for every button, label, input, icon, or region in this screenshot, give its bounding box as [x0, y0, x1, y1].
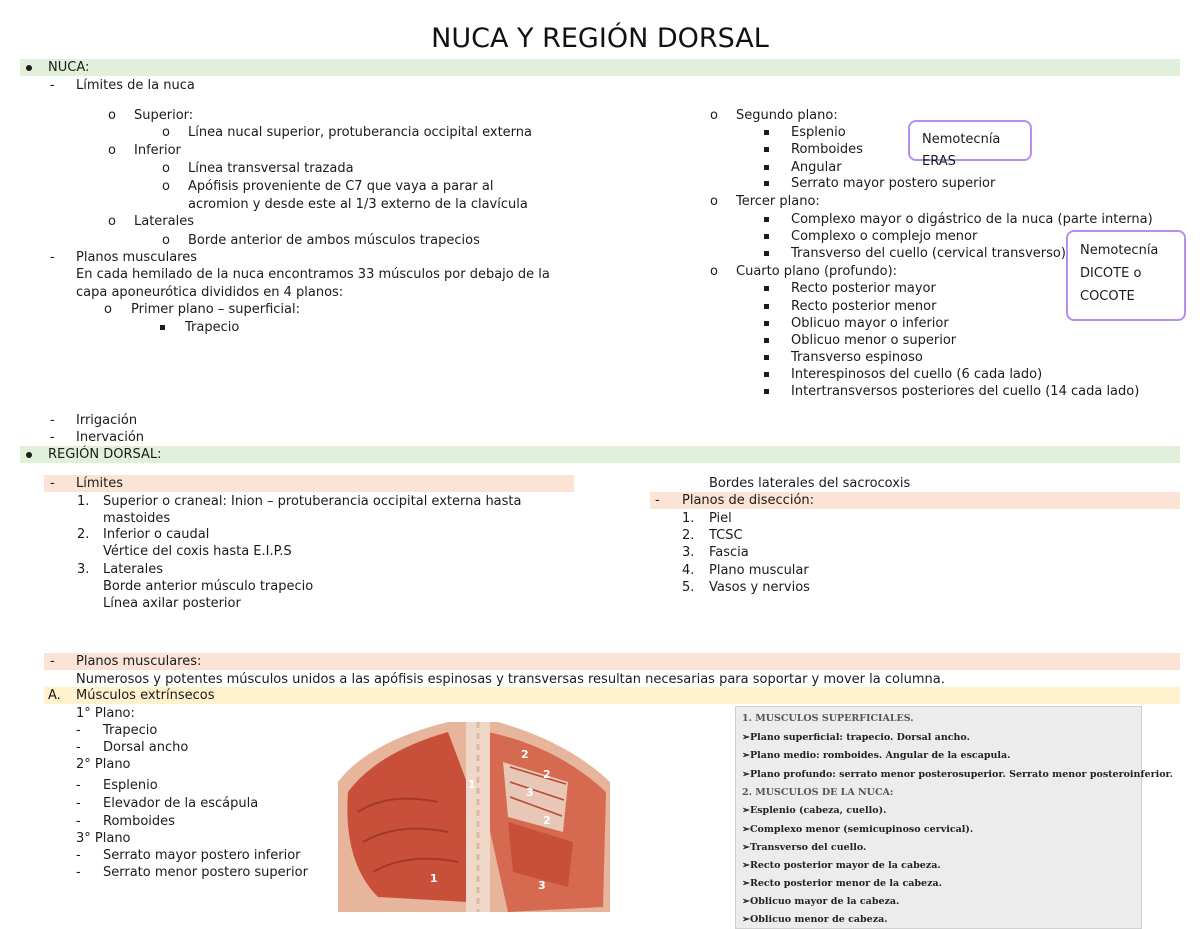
cuarto-item: Recto posterior mayor [791, 281, 936, 296]
dash-marker: - [50, 476, 55, 491]
mnemonic-eras-box [908, 120, 1032, 169]
illustration-label: 3 [538, 879, 546, 892]
dorsal-planos-band [44, 653, 1180, 670]
cuarto-item: Oblicuo menor o superior [791, 333, 957, 348]
circle-marker: o [104, 302, 112, 317]
tercer-item: Transverso del cuello (cervical transverso) [791, 246, 1066, 261]
inferior-item-2-line-1: Apófisis proveniente de C7 que vaya a parar al [188, 179, 494, 194]
illustration-label: 3 [526, 786, 534, 799]
number-marker: 3. [77, 562, 90, 577]
limit-3-line-2: Borde anterior músculo trapecio [103, 579, 314, 594]
limit-1-line-2: mastoides [103, 511, 171, 526]
plano-1-label: 1° Plano: [76, 706, 135, 721]
inervacion: Inervación [76, 430, 145, 445]
dorsal-planos-desc: Numerosos y potentes músculos unidos a las apófisis espinosas y transversas resultan necesarias para soportar y mover la columna. [76, 672, 945, 687]
limites-band [44, 475, 574, 492]
square-bullet [764, 245, 769, 262]
superior-item: Línea nucal superior, protuberancia occipital externa [188, 125, 532, 140]
dash-marker: - [655, 493, 660, 508]
diseccion-item: Plano muscular [709, 563, 809, 578]
laterales-item: Borde anterior de ambos músculos trapecios [188, 233, 480, 248]
plano-2-item: Esplenio [103, 778, 158, 793]
number-marker: 4. [682, 563, 695, 578]
extrinsecos-title: Músculos extrínsecos [76, 688, 215, 703]
dash-marker: - [76, 814, 81, 829]
square-bullet [764, 228, 769, 245]
dash-marker: - [76, 778, 81, 793]
limit-2-line-2: Vértice del coxis hasta E.I.P.S [103, 544, 292, 559]
segundo-item: Romboides [791, 142, 863, 157]
reference-line: ➢Plano superficial: trapecio. Dorsal ancho. [742, 732, 970, 743]
limites-title: Límites [76, 476, 123, 491]
primer-item: Trapecio [185, 320, 240, 335]
reference-line: ➢Esplenio (cabeza, cuello). [742, 805, 887, 816]
plano-1-item: Trapecio [103, 723, 158, 738]
mnemonic-dicote-box [1066, 230, 1186, 321]
dash-marker: - [50, 78, 55, 93]
diseccion-item: Piel [709, 511, 732, 526]
dash-marker: - [76, 723, 81, 738]
cuarto-item: Oblicuo mayor o inferior [791, 316, 949, 331]
plano-3-label: 3° Plano [76, 831, 131, 846]
reference-line: ➢Recto posterior menor de la cabeza. [742, 878, 942, 889]
circle-marker: o [108, 214, 116, 229]
square-bullet [764, 349, 769, 366]
square-bullet [764, 175, 769, 192]
mnemonic-eras-text: Nemotecnía ERAS [922, 132, 1001, 169]
diseccion-item: TCSC [709, 528, 743, 543]
reference-line: 2. MUSCULOS DE LA NUCA: [742, 787, 894, 798]
nuca-planos-title: Planos musculares [76, 250, 197, 265]
circle-marker: o [710, 108, 718, 123]
cuarto-item: Recto posterior menor [791, 299, 937, 314]
number-marker: 3. [682, 545, 695, 560]
plano-2-item: Elevador de la escápula [103, 796, 259, 811]
reference-line: ➢Oblicuo menor de cabeza. [742, 914, 888, 925]
nuca-heading: NUCA: [48, 60, 90, 75]
circle-marker: o [108, 143, 116, 158]
dorsal-heading-band [20, 446, 1180, 463]
illustration-label: 1 [430, 872, 438, 885]
reference-scan-image [735, 706, 1173, 929]
plano-2-item: Romboides [103, 814, 175, 829]
number-marker: 1. [77, 494, 90, 509]
nuca-limits-title: Límites de la nuca [76, 78, 195, 93]
tercer-plano: Tercer plano: [736, 194, 820, 209]
reference-line: ➢Plano profundo: serrato menor posterosuperior. Serrato menor posteroinferior. [742, 769, 1173, 780]
mnemonic-dicote-line: Nemotecnía [1080, 243, 1159, 258]
nuca-heading-band [20, 59, 1180, 76]
square-bullet [764, 315, 769, 332]
circle-marker: o [710, 194, 718, 209]
dash-marker: - [76, 740, 81, 755]
cuarto-plano: Cuarto plano (profundo): [736, 264, 898, 279]
dash-marker: - [76, 848, 81, 863]
circle-marker: o [710, 264, 718, 279]
extrinsecos-marker: A. [48, 688, 61, 703]
mnemonic-dicote-line: DICOTE o [1080, 266, 1142, 281]
plano-3-item: Serrato mayor postero inferior [103, 848, 301, 863]
superior-label: Superior: [134, 108, 194, 123]
circle-marker: o [162, 125, 170, 140]
square-bullet [160, 319, 165, 336]
dorsal-heading: REGIÓN DORSAL: [48, 447, 162, 462]
number-marker: 5. [682, 580, 695, 595]
nuca-planos-desc-line-2: capa aponeurótica divididos en 4 planos: [76, 285, 344, 300]
inferior-label: Inferior [134, 143, 181, 158]
limit-1-line-1: Superior o craneal: Inion – protuberancia occipital externa hasta [103, 494, 522, 509]
square-bullet [764, 366, 769, 383]
square-bullet [764, 383, 769, 400]
number-marker: 2. [682, 528, 695, 543]
inferior-item-1: Línea transversal trazada [188, 161, 354, 176]
dash-marker: - [76, 796, 81, 811]
inferior-item-2-line-2: acromion y desde este al 1/3 externo de la clavícula [188, 197, 528, 212]
dash-marker: - [76, 865, 81, 880]
dorsal-planos-title: Planos musculares: [76, 654, 202, 669]
cuarto-item: Interespinosos del cuello (6 cada lado) [791, 367, 1043, 382]
reference-line: ➢Oblicuo mayor de la cabeza. [742, 896, 900, 907]
circle-marker: o [108, 108, 116, 123]
limit-2-line-1: Inferior o caudal [103, 527, 210, 542]
diseccion-title: Planos de disección: [682, 493, 815, 508]
dash-marker: - [50, 430, 55, 445]
square-bullet [764, 124, 769, 141]
reference-line: ➢Transverso del cuello. [742, 842, 867, 853]
diseccion-item: Vasos y nervios [709, 580, 810, 595]
nuca-planos-desc-line-1: En cada hemilado de la nuca encontramos 33 músculos por debajo de la [76, 267, 550, 282]
segundo-item: Angular [791, 160, 842, 175]
bullet-dot [26, 59, 32, 76]
mnemonic-dicote-line: COCOTE [1080, 289, 1135, 304]
dash-marker: - [50, 250, 55, 265]
plano-3-item: Serrato menor postero superior [103, 865, 308, 880]
primer-plano: Primer plano – superficial: [131, 302, 301, 317]
number-marker: 1. [682, 511, 695, 526]
plano-2-label: 2° Plano [76, 757, 131, 772]
square-bullet [764, 280, 769, 297]
segundo-item: Serrato mayor postero superior [791, 176, 996, 191]
cuarto-item: Intertransversos posteriores del cuello (14 cada lado) [791, 384, 1140, 399]
page-title: NUCA Y REGIÓN DORSAL [431, 23, 769, 54]
square-bullet [764, 211, 769, 228]
diseccion-item: Fascia [709, 545, 749, 560]
tercer-item: Complexo o complejo menor [791, 229, 978, 244]
square-bullet [764, 159, 769, 176]
segundo-item: Esplenio [791, 125, 846, 140]
illustration-label: 1 [468, 778, 476, 791]
irrigacion: Irrigación [76, 413, 138, 428]
circle-marker: o [162, 233, 170, 248]
reference-line: 1. MUSCULOS SUPERFICIALES. [742, 713, 914, 724]
segundo-plano: Segundo plano: [736, 108, 838, 123]
number-marker: 2. [77, 527, 90, 542]
laterales-label: Laterales [134, 214, 194, 229]
illustration-label: 2 [521, 748, 529, 761]
square-bullet [764, 141, 769, 158]
reference-line: ➢Complexo menor (semicupinoso cervical). [742, 824, 974, 835]
illustration-label: 2 [543, 768, 551, 781]
limit-3-line-3: Línea axilar posterior [103, 596, 241, 611]
reference-line: ➢Plano medio: romboides. Angular de la escapula. [742, 750, 1011, 761]
circle-marker: o [162, 161, 170, 176]
plano-1-item: Dorsal ancho [103, 740, 189, 755]
limit-3-line-1: Laterales [103, 562, 163, 577]
square-bullet [764, 298, 769, 315]
illustration-label: 2 [543, 814, 551, 827]
square-bullet [764, 332, 769, 349]
dash-marker: - [50, 654, 55, 669]
dash-marker: - [50, 413, 55, 428]
bordes-sacro: Bordes laterales del sacrocoxis [709, 476, 911, 491]
bullet-dot [26, 446, 32, 463]
back-muscles-illustration [338, 722, 610, 912]
reference-line: ➢Recto posterior mayor de la cabeza. [742, 860, 941, 871]
tercer-item: Complexo mayor o digástrico de la nuca (parte interna) [791, 212, 1153, 227]
cuarto-item: Transverso espinoso [791, 350, 923, 365]
circle-marker: o [162, 179, 170, 194]
